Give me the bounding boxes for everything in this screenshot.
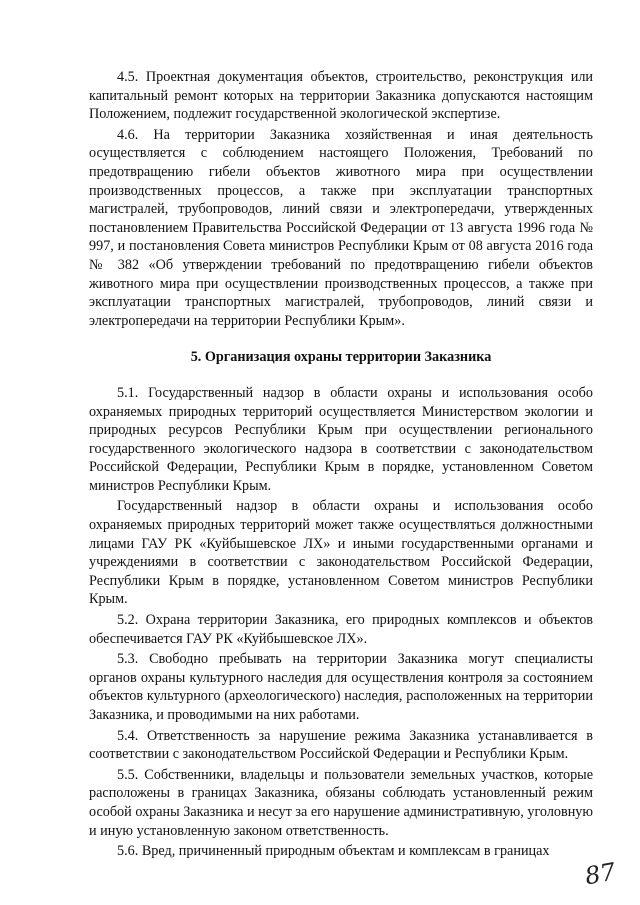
paragraph-4-5: 4.5. Проектная документация объектов, строительство, реконструкция или капитальный ремонт которых на территории Заказника допускаются настоящим Положением, подлежит государственной экологической экспертизе. — [89, 69, 593, 123]
document-text — [89, 68, 593, 863]
paragraph-5-2: 5.2. Охрана территории Заказника, его природных комплексов и объектов обеспечивается ГАУ РК «Куйбышевское ЛХ». — [89, 612, 593, 647]
section-heading: 5. Организация охраны территории Заказника — [190, 349, 492, 366]
paragraph-4-6: 4.6. На территории Заказника хозяйственная и иная деятельность осуществляется с соблюдением настоящего Положения, Требований по предотвращению гибели объектов животного мира при осуществлении производственных процессов, а также при эксплуатации транспортных магистралей, трубопроводов, линий связи и электропередачи, утвержденных постановлением Правительства Российской Федерации от 13 августа 1996 года № 997, и постановления Совета министров Республики Крым от 08 августа 2016 года № 382 «Об утверждении требований по предотвращению гибели объектов животного мира при осуществлении производственных процессов, а также при эксплуатации транспортных магистралей, трубопроводов, линий связи и электропередачи на территории Республики Крым». — [89, 126, 593, 329]
paragraph-5-4: 5.4. Ответственность за нарушение режима Заказника устанавливается в соответствии с законодательством Российской Федерации и Республики Крым. — [89, 727, 593, 763]
handwritten-page-number: 87 — [582, 857, 618, 891]
paragraph-5-5: 5.5. Собственники, владельцы и пользователи земельных участков, которые расположены в границах Заказника, обязаны соблюдать установленный режим особой охраны Заказника и несут за его нарушение административную, уголовную и иную установленную законом ответственность. — [89, 766, 593, 839]
paragraph-5-6: 5.6. Вред, причиненный природным объектам и комплексам в границах — [117, 843, 550, 860]
paragraph-5-1: 5.1. Государственный надзор в области охраны и использования особо охраняемых природных территорий осуществляется Министерством экологии и природных ресурсов Республики Крым при осуществлении регионального государственного экологического надзора в соответствии с законодательством Российской Федерации, Республики Крым в порядке, установленном Советом министров Республики Крым. — [89, 384, 593, 494]
paragraph-5-1-continued: Государственный надзор в области охраны и использования особо охраняемых природных территорий может также осуществляться должностными лицами ГАУ РК «Куйбышевское ЛХ» и иными государственными органами и учреждениями в соответствии с законодательством Российской Федерации, Республики Крым в порядке, установленном Советом министров Республики Крым. — [89, 498, 593, 608]
paragraph-5-3: 5.3. Свободно пребывать на территории Заказника могут специалисты органов охраны культурного наследия для осуществления контроля за состоянием объектов культурного (археологического) наследия, расположенных на территории Заказника, и проводимыми на них работами. — [89, 651, 593, 723]
